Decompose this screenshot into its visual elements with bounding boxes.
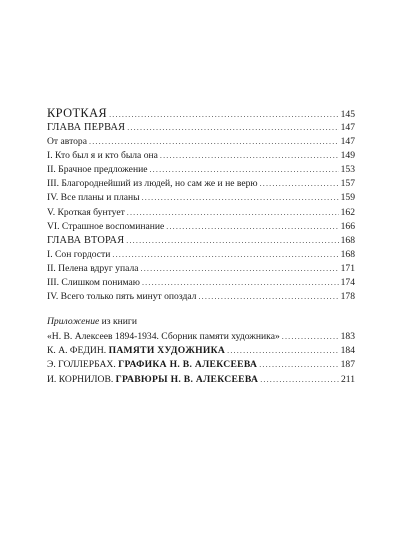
toc-entry-title: IV. Все планы и планы <box>47 192 140 204</box>
dot-leader <box>198 290 338 304</box>
appendix-entry-lead: «Н. В. Алексеев 1894-1934. Сборник памяти художника» <box>47 331 280 343</box>
appendix-heading <box>47 315 355 330</box>
dot-leader <box>259 358 338 372</box>
toc-entry-title: V. Кроткая бунтует <box>47 206 125 218</box>
dot-leader <box>166 220 338 234</box>
toc-entry-page: 145 <box>340 109 355 120</box>
dot-leader <box>260 373 339 387</box>
toc-entry-chapter <box>47 234 355 248</box>
section-spacer <box>47 304 355 315</box>
toc-entry-page: 168 <box>340 234 355 246</box>
appendix-entry-lead: И. КОРНИЛОВ. <box>47 373 116 385</box>
appendix-entry-bold: ГРАВЮРЫ Н. В. АЛЕКСЕЕВА <box>115 373 259 385</box>
appendix-entry-bold: ПАМЯТИ ХУДОЖНИКА <box>108 345 226 357</box>
toc-entry <box>47 191 355 205</box>
appendix-entry-lead: К. А. ФЕДИН. <box>47 345 109 357</box>
dot-leader <box>227 344 338 358</box>
toc-entry-page: 174 <box>340 277 355 289</box>
appendix-entry-bold: ГРАФИКА Н. В. АЛЕКСЕЕВА <box>118 359 258 371</box>
appendix-entry-page: 211 <box>340 373 355 385</box>
toc-entry-title: II. Брачное предложение <box>47 164 148 176</box>
toc-entry-page: 153 <box>340 164 355 176</box>
dot-leader <box>127 206 339 220</box>
toc-entry-title: ГЛАВА ПЕРВАЯ <box>47 122 126 133</box>
toc-entry-title: III. Слишком понимаю <box>47 277 140 289</box>
toc-entry <box>47 248 355 262</box>
toc-entry-page: 178 <box>340 291 355 303</box>
dot-leader <box>142 191 339 205</box>
appendix-entry <box>47 373 355 387</box>
toc-entry-page: 147 <box>340 136 355 148</box>
appendix-heading-rest: из книги <box>99 316 137 328</box>
toc-entry-page: 171 <box>340 262 355 274</box>
toc-entry <box>47 220 355 234</box>
dot-leader <box>89 135 339 149</box>
toc-entry <box>47 290 355 304</box>
toc-entry-page: 162 <box>340 206 355 218</box>
toc-entry <box>47 135 355 149</box>
dot-leader <box>260 177 339 191</box>
appendix-entry-page: 183 <box>340 331 355 343</box>
toc-entry <box>47 206 355 220</box>
appendix-entry-title <box>47 344 225 358</box>
dot-leader <box>142 276 339 290</box>
appendix-entry-title <box>47 330 280 344</box>
appendix-entry-page: 184 <box>340 345 355 357</box>
toc-entry-title: ГЛАВА ВТОРАЯ <box>47 234 125 246</box>
appendix-entry-lead: Э. ГОЛЛЕРБАХ. <box>47 359 119 371</box>
toc-entry-title: III. Благороднейший из людей, но сам же и не верю <box>47 178 258 190</box>
toc-entry-page: 159 <box>340 192 355 204</box>
appendix-entry-title <box>47 358 257 372</box>
toc-entry-title: КРОТКАЯ <box>47 106 108 120</box>
dot-leader <box>149 163 338 177</box>
toc-entry-page: 157 <box>340 178 355 190</box>
toc-entry <box>47 262 355 276</box>
toc-entry-page: 166 <box>340 220 355 232</box>
dot-leader <box>112 248 338 262</box>
table-of-contents <box>47 106 355 387</box>
toc-entry-page: 147 <box>340 122 355 133</box>
dot-leader <box>160 149 339 163</box>
toc-entry-title: II. Пелена вдруг упала <box>47 262 139 274</box>
toc-entry <box>47 177 355 191</box>
dot-leader <box>141 262 339 276</box>
appendix-entry-title <box>47 373 258 387</box>
toc-entry-title: I. Сон гордости <box>47 248 111 260</box>
appendix-entry <box>47 330 355 344</box>
toc-entry <box>47 276 355 290</box>
toc-entry <box>47 163 355 177</box>
dot-leader <box>109 107 339 122</box>
toc-entry-chapter <box>47 121 355 135</box>
toc-entry-main-title <box>47 106 355 121</box>
toc-entry <box>47 149 355 163</box>
dot-leader <box>126 234 338 248</box>
toc-entry-page: 168 <box>340 248 355 260</box>
dot-leader <box>127 121 338 135</box>
appendix-entry <box>47 344 355 358</box>
appendix-entry <box>47 358 355 372</box>
appendix-entry-page: 187 <box>340 359 355 371</box>
toc-entry-title: IV. Всего только пять минут опоздал <box>47 291 197 303</box>
toc-entry-title: От автора <box>47 136 87 148</box>
dot-leader <box>282 330 339 344</box>
toc-entry-title: VI. Страшное воспоминание <box>47 220 165 232</box>
toc-entry-page: 149 <box>340 150 355 162</box>
toc-entry-title: I. Кто был я и кто была она <box>47 150 158 162</box>
appendix-heading-italic: Приложение <box>47 316 100 328</box>
